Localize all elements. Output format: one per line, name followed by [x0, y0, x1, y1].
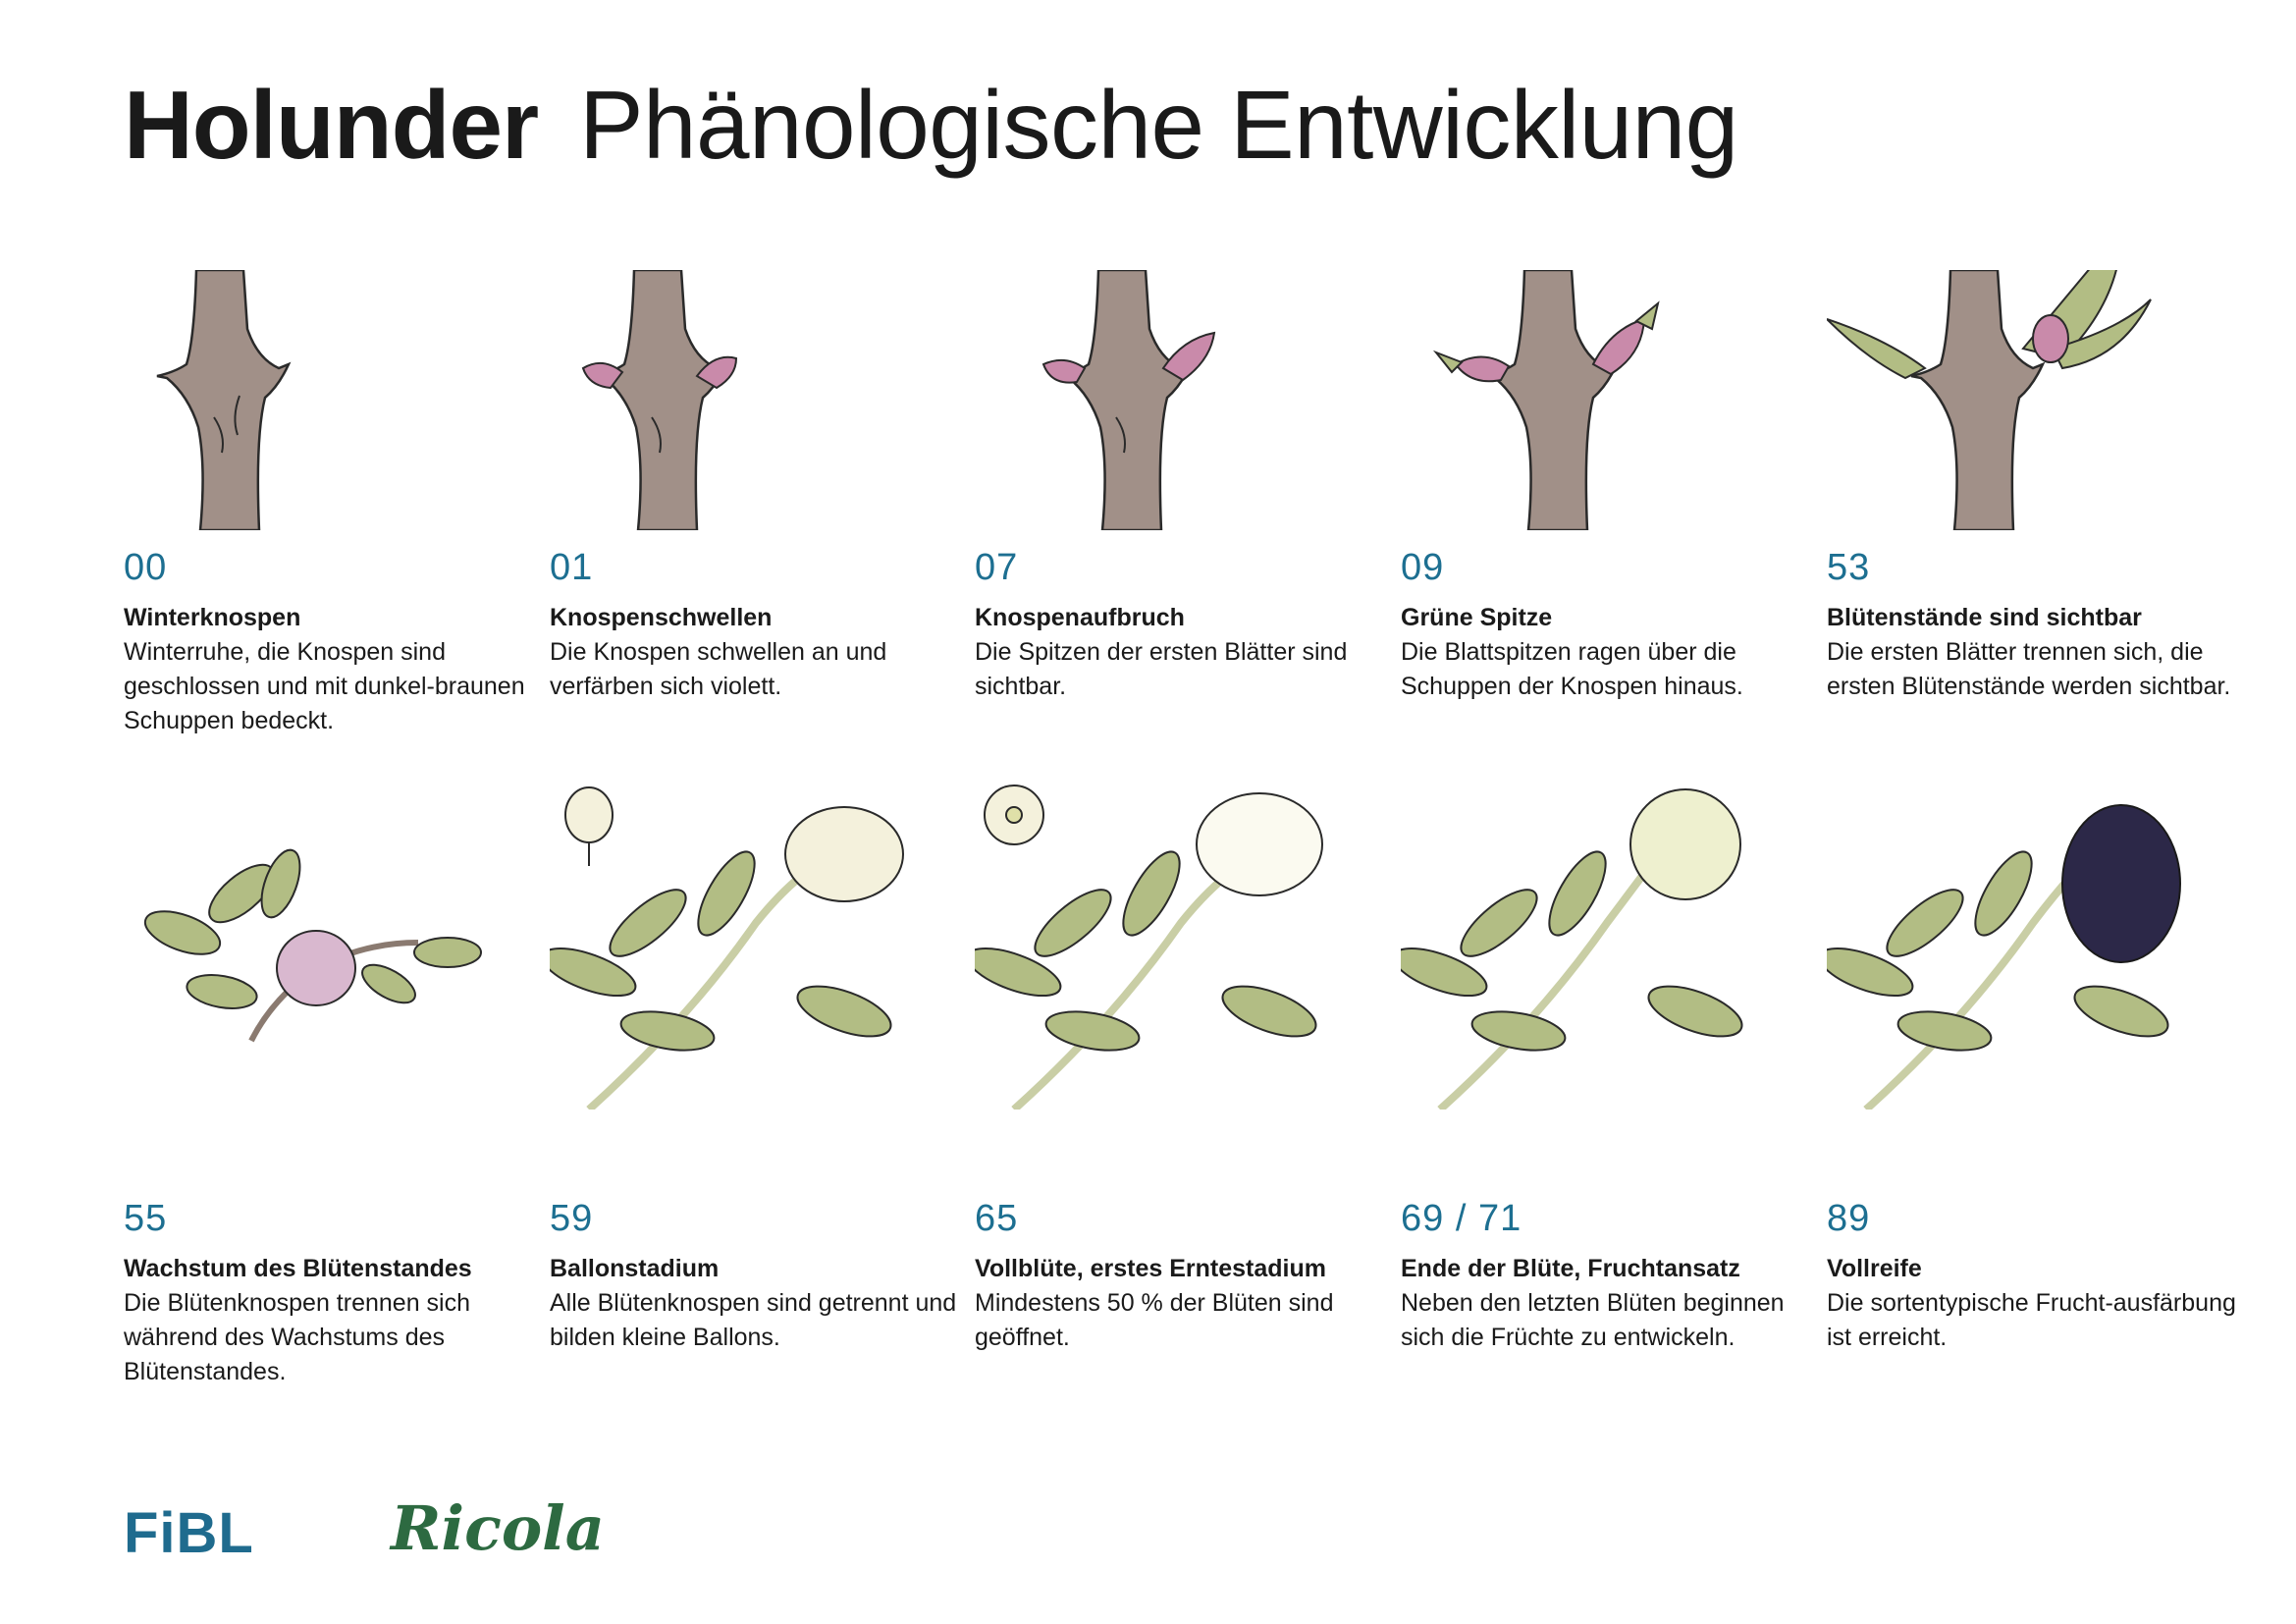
- stage-code: 01: [550, 547, 594, 588]
- stage-name: Ballonstadium: [550, 1255, 720, 1282]
- stage-59: [550, 874, 962, 1620]
- stage-description: Die ersten Blätter trennen sich, die ersten Blütenstände werden sichtbar.: [1827, 638, 2231, 700]
- stage-69-71: [1401, 874, 1813, 1620]
- stage-name: Knospenaufbruch: [975, 604, 1185, 631]
- stage-code: 55: [124, 1198, 168, 1239]
- stage-name: Vollblüte, erstes Erntestadium: [975, 1255, 1326, 1282]
- stage-code: 07: [975, 547, 1019, 588]
- title-bold: Holunder: [124, 71, 539, 179]
- stage-name: Knospenschwellen: [550, 604, 773, 631]
- stage-description: Winterruhe, die Knospen sind geschlossen und mit dunkel-braunen Schuppen bedeckt.: [124, 638, 525, 734]
- stage-65: [975, 874, 1387, 1620]
- stage-name: Winterknospen: [124, 604, 301, 631]
- ricola-logo: Ricola: [391, 1492, 605, 1564]
- inflorescence-growth-illustration: [124, 776, 536, 1110]
- stage-description: Alle Blütenknospen sind getrennt und bilden kleine Ballons.: [550, 1289, 957, 1351]
- stage-code: 59: [550, 1198, 594, 1239]
- stage-name: Blütenstände sind sichtbar: [1827, 604, 2142, 631]
- swelling-bud-illustration: [550, 270, 962, 530]
- page-title: [124, 71, 1738, 179]
- stage-code: 65: [975, 1198, 1019, 1239]
- stage-code: 69 / 71: [1401, 1198, 1522, 1239]
- fruit-set-illustration: [1401, 776, 1813, 1110]
- stage-description: Die sortentypische Frucht-ausfärbung ist erreicht.: [1827, 1289, 2236, 1351]
- stage-name: Vollreife: [1827, 1255, 1922, 1282]
- balloon-stage-illustration: [550, 776, 962, 1110]
- title-subtitle: Phänologische Entwicklung: [579, 71, 1738, 179]
- stage-code: 09: [1401, 547, 1445, 588]
- stage-description: Die Knospen schwellen an und verfärben sich violett.: [550, 638, 887, 700]
- full-bloom-illustration: [975, 776, 1387, 1110]
- stage-description: Mindestens 50 % der Blüten sind geöffnet.: [975, 1289, 1334, 1351]
- stage-code: 89: [1827, 1198, 1871, 1239]
- winter-bud-illustration: [124, 270, 536, 530]
- bud-break-illustration: [975, 270, 1387, 530]
- stage-description: Die Spitzen der ersten Blätter sind sichtbar.: [975, 638, 1348, 700]
- stage-code: 53: [1827, 547, 1871, 588]
- stage-code: 00: [124, 547, 168, 588]
- full-ripeness-illustration: [1827, 776, 2239, 1110]
- stage-description: Die Blütenknospen trennen sich während des Wachstums des Blütenstandes.: [124, 1289, 471, 1385]
- green-tip-illustration: [1401, 270, 1813, 530]
- inflorescence-visible-illustration: [1827, 270, 2239, 530]
- stage-name: Grüne Spitze: [1401, 604, 1553, 631]
- stage-description: Die Blattspitzen ragen über die Schuppen der Knospen hinaus.: [1401, 638, 1743, 700]
- stage-name: Wachstum des Blütenstandes: [124, 1255, 472, 1282]
- stage-description: Neben den letzten Blüten beginnen sich die Früchte zu entwickeln.: [1401, 1289, 1785, 1351]
- fibl-logo: FiBL: [124, 1501, 254, 1565]
- stage-name: Ende der Blüte, Fruchtansatz: [1401, 1255, 1740, 1282]
- stage-89: [1827, 874, 2239, 1620]
